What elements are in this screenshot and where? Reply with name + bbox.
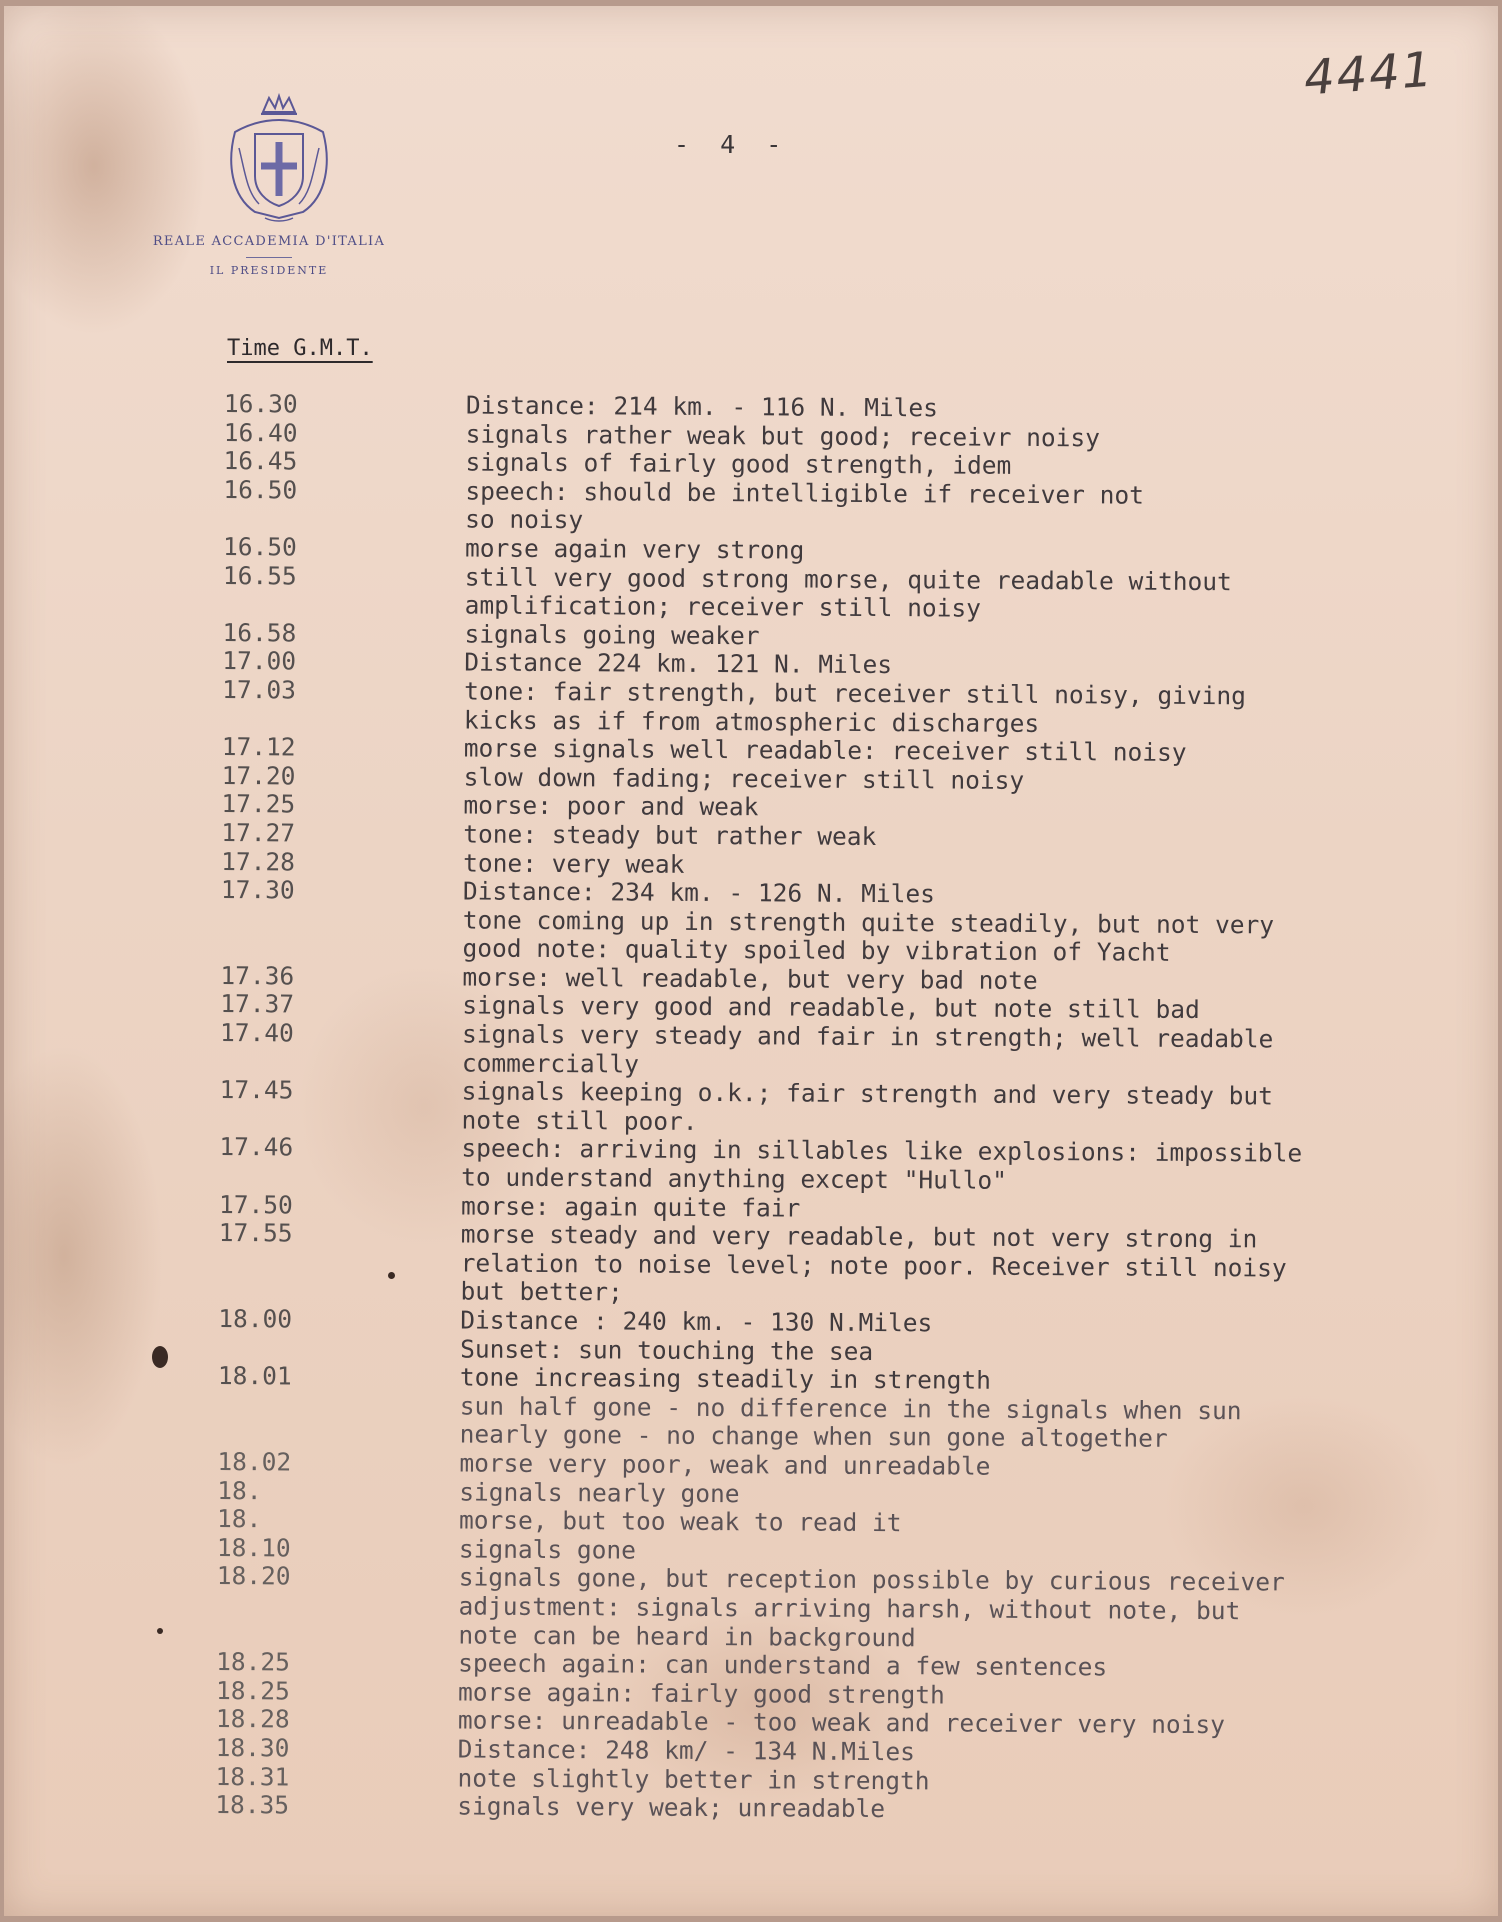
log-entry-text: sun half gone - no difference in the signals when sun (459, 1391, 1242, 1426)
log-entry-text: signals rather weak but good; receivr noisy (465, 419, 1101, 452)
log-entry-text: morse: again quite fair (460, 1191, 801, 1223)
log-entry-text: morse, but too weak to read it (459, 1505, 902, 1538)
log-entry-text: slow down fading; receiver still noisy (463, 762, 1025, 795)
log-entry-text: signals going weaker (464, 619, 760, 651)
log-entry-time: 18.30 (215, 1732, 290, 1763)
log-entry-text: relation to noise level; note poor. Receiver still noisy (460, 1248, 1287, 1283)
log-entry-text: to understand anything except "Hullo" (461, 1162, 1008, 1195)
ink-stain (157, 1628, 163, 1634)
log-entry-text: tone: steady but rather weak (463, 819, 877, 851)
log-entry-text: Distance : 240 km. - 130 N.Miles (460, 1305, 933, 1338)
log-entry-time: 18.01 (217, 1361, 292, 1391)
log-entry-time: 18.25 (216, 1647, 291, 1677)
log-entry-time: 16.50 (223, 474, 298, 505)
log-entry-time: 17.46 (219, 1132, 294, 1162)
log-entry-time: 18.02 (217, 1446, 292, 1477)
log-entry-time: 18.25 (215, 1675, 290, 1706)
log-entry-time: 16.40 (223, 417, 298, 448)
log-entry-text: note slightly better in strength (457, 1762, 930, 1795)
log-entry-text: morse signals well readable: receiver still noisy (463, 733, 1187, 768)
ink-stain (152, 1346, 168, 1368)
log-entry-text: adjustment: signals arriving harsh, without note, but (458, 1591, 1241, 1626)
log-entry-text: good note: quality spoiled by vibration of Yacht (462, 933, 1171, 968)
log-entry-time: 17.12 (221, 732, 296, 762)
log-entry-time: 17.20 (221, 760, 296, 791)
log-entry-text: tone coming up in strength quite steadily, but not very (462, 905, 1275, 940)
letterhead-title: IL PRESIDENTE (209, 264, 329, 277)
log-entry-time: 17.03 (222, 674, 297, 705)
log-entry-text: signals very steady and fair in strength; well readable (461, 1019, 1274, 1054)
log-entry-text: signals nearly gone (459, 1477, 740, 1508)
log-entry-text: signals of fairly good strength, idem (465, 447, 1012, 480)
log-entry-time: 18.10 (216, 1532, 291, 1563)
log-entry-text: nearly gone - no change when sun gone altogether (459, 1419, 1168, 1454)
log-entry-time: 18.20 (216, 1561, 291, 1591)
log-entry-text: Distance: 214 km. - 116 N. Miles (465, 390, 939, 423)
log-entry-text: morse steady and very readable, but not very strong in (460, 1219, 1258, 1254)
log-entry-text: still very good strong morse, quite readable without (464, 562, 1232, 596)
log-entry-time: 18. (217, 1475, 262, 1505)
log-entry-time: 16.45 (223, 446, 298, 476)
log-entry-text: signals keeping o.k.; fair strength and very steady but (461, 1076, 1274, 1111)
radio-log (0, 389, 1498, 1828)
log-entry-time: 16.55 (222, 560, 297, 591)
log-entry-time: 17.30 (220, 875, 295, 905)
log-entry-text: tone: very weak (463, 847, 685, 879)
log-entry-text: morse again: fairly good strength (457, 1677, 945, 1710)
log-entry-time: 17.37 (220, 989, 295, 1019)
log-entry-time: 17.00 (222, 646, 297, 676)
letterhead (124, 234, 414, 277)
log-entry-time: 16.58 (222, 617, 297, 648)
log-entry-text: tone increasing steadily in strength (459, 1362, 992, 1395)
letterhead-rule (246, 257, 292, 258)
log-entry-time: 18.31 (215, 1761, 290, 1791)
log-entry-text: Distance: 234 km. - 126 N. Miles (462, 876, 936, 909)
log-entry-time: 18. (217, 1504, 262, 1534)
log-entry-time: 17.40 (219, 1018, 294, 1048)
log-entry-text: signals very weak; unreadable (457, 1791, 886, 1824)
time-column-header: Time G.M.T. (227, 336, 373, 361)
log-entry-text: morse: poor and weak (463, 790, 759, 822)
log-entry-text: signals very good and readable, but note still bad (462, 990, 1200, 1025)
log-entry-text: Distance: 248 km/ - 134 N.Miles (457, 1734, 916, 1767)
log-entry-text: Distance 224 km. 121 N. Miles (464, 647, 893, 680)
log-entry-text: note still poor. (461, 1105, 698, 1136)
log-entry-time: 17.28 (221, 846, 295, 876)
log-entry-text: so noisy (465, 504, 584, 535)
log-entry-text: Sunset: sun touching the sea (460, 1334, 874, 1366)
page-number: - 4 - (674, 130, 790, 159)
log-entry-text: commercially (461, 1048, 639, 1079)
log-entry-text: speech again: can understand a few sentences (458, 1648, 1108, 1682)
log-entry-text: morse: well readable, but very bad note (462, 962, 1038, 995)
log-entry-text: speech: arriving in sillables like explosions: impossible (461, 1133, 1303, 1169)
log-entry-text: tone: fair strength, but receiver still noisy, giving (464, 676, 1247, 711)
letterhead-academy: REALE ACCADEMIA D'ITALIA (152, 234, 386, 249)
log-entry-time: 17.27 (221, 817, 296, 848)
log-entry-text: speech: should be intelligible if receiver not (465, 476, 1144, 510)
log-entry-time: 17.36 (220, 960, 295, 991)
log-entry-text: amplification; receiver still noisy (464, 590, 982, 623)
log-entry-text: signals gone, but reception possible by curious receiver (458, 1562, 1285, 1597)
log-entry-time: 17.55 (218, 1218, 293, 1248)
log-entry-time: 16.30 (223, 389, 298, 419)
handwritten-reference-number: 4441 (1302, 41, 1436, 107)
log-entry-text: morse: unreadable - too weak and receiver very noisy (457, 1705, 1225, 1740)
log-entry-time: 17.50 (218, 1189, 293, 1220)
log-entry-text: kicks as if from atmospheric discharges (463, 705, 1040, 738)
log-entry-text: morse very poor, weak and unreadable (459, 1448, 991, 1481)
savoy-crest-icon (225, 92, 333, 224)
log-entry-time: 18.00 (218, 1303, 293, 1334)
log-entry-time: 17.45 (219, 1075, 294, 1105)
log-entry-text: signals gone (458, 1534, 637, 1565)
log-entry-time: 18.28 (215, 1704, 290, 1734)
log-entry-text: note can be heard in background (458, 1619, 916, 1652)
log-entry-time: 17.25 (221, 789, 296, 819)
log-entry-time: 18.35 (215, 1790, 290, 1820)
log-entry-time: 16.50 (222, 531, 297, 562)
document-page (4, 6, 1498, 1916)
ink-stain (388, 1272, 395, 1279)
log-entry-text: but better; (460, 1276, 623, 1307)
log-entry-text: morse again very strong (464, 533, 805, 565)
